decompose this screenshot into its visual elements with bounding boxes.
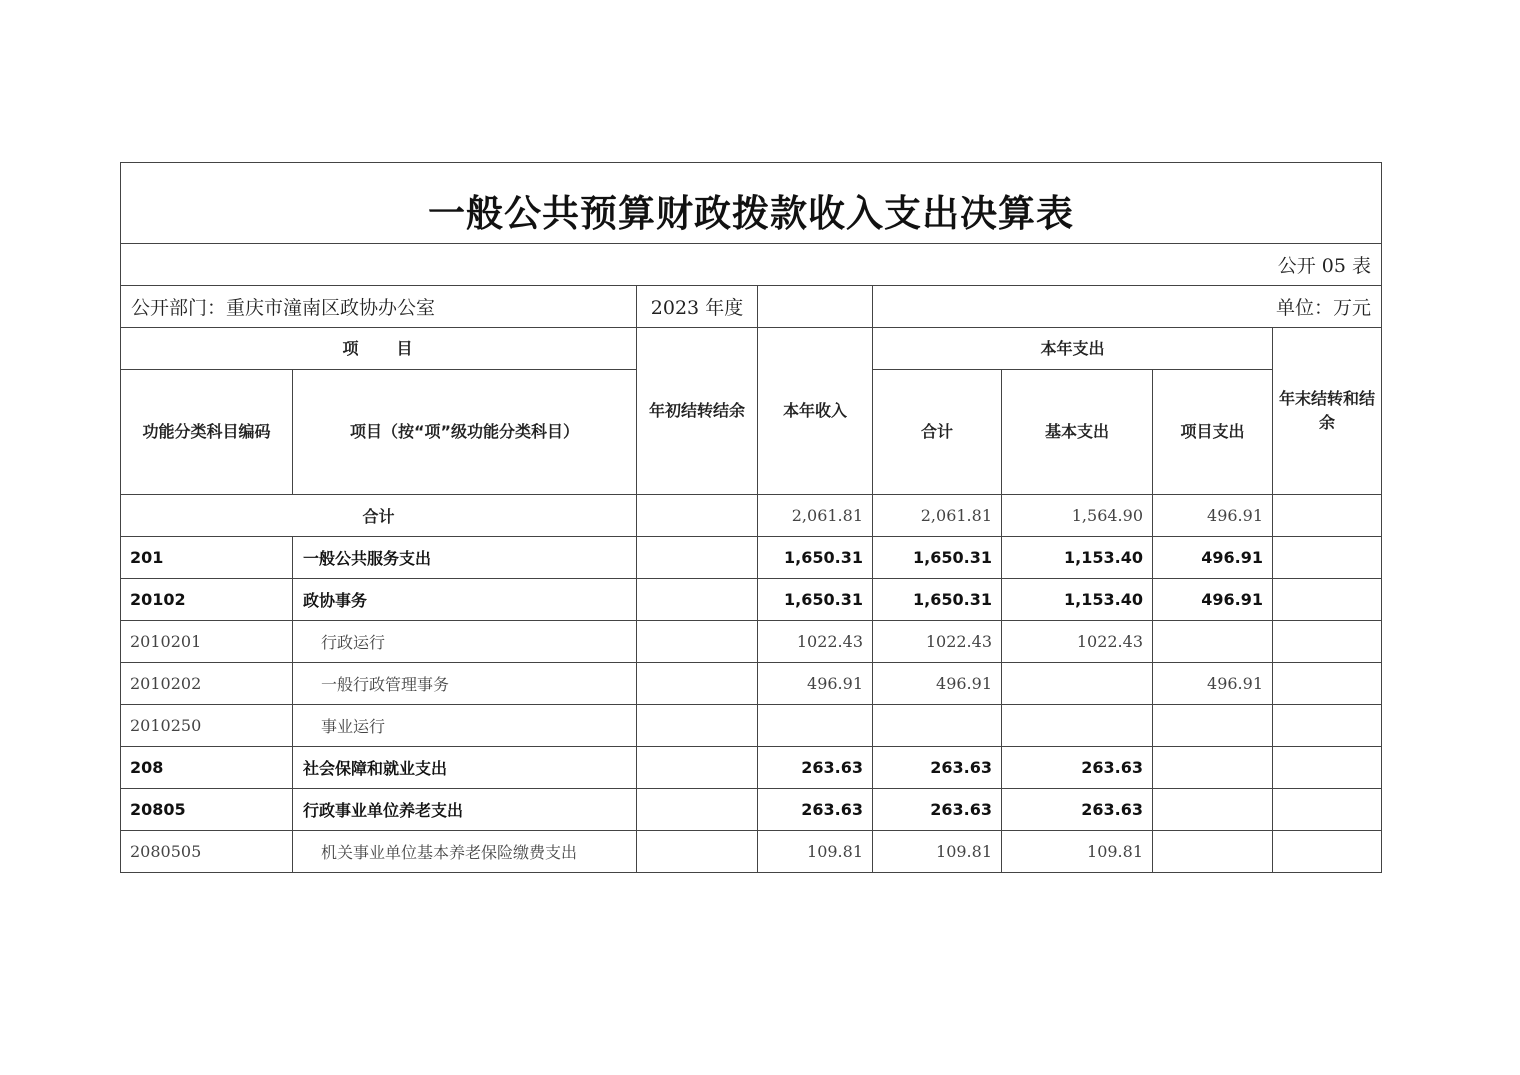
row-name: 行政事业单位养老支出 [293,789,637,831]
header-exp-project: 项目支出 [1153,370,1273,495]
row-exp-total: 1,650.31 [873,537,1002,579]
row-name: 一般行政管理事务 [293,663,637,705]
total-exp-total: 2,061.81 [873,495,1002,537]
header-expenditure-group: 本年支出 [873,328,1273,370]
row-code: 20102 [121,579,293,621]
row-code: 20805 [121,789,293,831]
row-opening [637,747,758,789]
row-closing [1273,831,1382,873]
row-exp-total: 109.81 [873,831,1002,873]
row-name: 社会保障和就业支出 [293,747,637,789]
row-exp-basic: 109.81 [1002,831,1153,873]
header-opening-balance: 年初结转结余 [637,328,758,495]
budget-table [120,162,1382,873]
total-exp-project: 496.91 [1153,495,1273,537]
row-name: 机关事业单位基本养老保险缴费支出 [293,831,637,873]
row-exp-total [873,705,1002,747]
row-exp-project: 496.91 [1153,663,1273,705]
header-code: 功能分类科目编码 [121,370,293,495]
row-income: 496.91 [758,663,873,705]
table-row [121,537,1382,579]
row-opening [637,789,758,831]
row-closing [1273,789,1382,831]
row-exp-basic [1002,663,1153,705]
meta-blank-cell [758,286,873,328]
row-code: 2010202 [121,663,293,705]
row-name: 一般公共服务支出 [293,537,637,579]
row-exp-project [1153,705,1273,747]
row-name: 政协事务 [293,579,637,621]
table-row [121,747,1382,789]
row-income: 1022.43 [758,621,873,663]
row-exp-basic: 1022.43 [1002,621,1153,663]
row-exp-basic: 263.63 [1002,789,1153,831]
table-row [121,663,1382,705]
row-code: 2010201 [121,621,293,663]
row-opening [637,705,758,747]
total-closing [1273,495,1382,537]
row-exp-project [1153,789,1273,831]
row-opening [637,831,758,873]
row-exp-basic: 1,153.40 [1002,579,1153,621]
department-label: 公开部门：重庆市潼南区政协办公室 [121,286,637,328]
total-label: 合计 [121,495,637,537]
unit-label: 单位：万元 [873,286,1382,328]
row-closing [1273,537,1382,579]
row-exp-project [1153,621,1273,663]
row-name: 行政运行 [293,621,637,663]
row-exp-project: 496.91 [1153,579,1273,621]
form-number: 公开 05 表 [121,244,1382,286]
row-income: 263.63 [758,789,873,831]
row-closing [1273,579,1382,621]
row-opening [637,663,758,705]
row-exp-basic: 1,153.40 [1002,537,1153,579]
total-income: 2,061.81 [758,495,873,537]
title-cell [121,163,1382,244]
header-exp-basic: 基本支出 [1002,370,1153,495]
row-closing [1273,621,1382,663]
header-project-group: 项 目 [121,328,637,370]
row-exp-basic: 263.63 [1002,747,1153,789]
row-income: 263.63 [758,747,873,789]
fiscal-year: 2023 年度 [637,286,758,328]
row-income: 109.81 [758,831,873,873]
page-title: 一般公共预算财政拨款收入支出决算表 [428,192,1074,235]
total-exp-basic: 1,564.90 [1002,495,1153,537]
row-code: 2080505 [121,831,293,873]
row-exp-total: 1022.43 [873,621,1002,663]
row-exp-project: 496.91 [1153,537,1273,579]
row-income: 1,650.31 [758,579,873,621]
header-name: 项目（按“项”级功能分类科目） [293,370,637,495]
header-closing-balance: 年末结转和结余 [1273,328,1382,495]
table-row [121,579,1382,621]
row-exp-total: 263.63 [873,747,1002,789]
header-exp-total: 合计 [873,370,1002,495]
row-closing [1273,705,1382,747]
row-income: 1,650.31 [758,537,873,579]
row-code: 208 [121,747,293,789]
row-exp-project [1153,831,1273,873]
row-income [758,705,873,747]
table-row [121,705,1382,747]
row-opening [637,579,758,621]
table-row [121,621,1382,663]
total-row [121,495,1382,537]
row-exp-total: 1,650.31 [873,579,1002,621]
row-exp-total: 496.91 [873,663,1002,705]
row-exp-basic [1002,705,1153,747]
row-opening [637,621,758,663]
row-code: 201 [121,537,293,579]
row-exp-total: 263.63 [873,789,1002,831]
row-name: 事业运行 [293,705,637,747]
total-opening [637,495,758,537]
row-opening [637,537,758,579]
row-code: 2010250 [121,705,293,747]
row-exp-project [1153,747,1273,789]
table-row [121,831,1382,873]
row-closing [1273,663,1382,705]
row-closing [1273,747,1382,789]
header-income: 本年收入 [758,328,873,495]
table-row [121,789,1382,831]
